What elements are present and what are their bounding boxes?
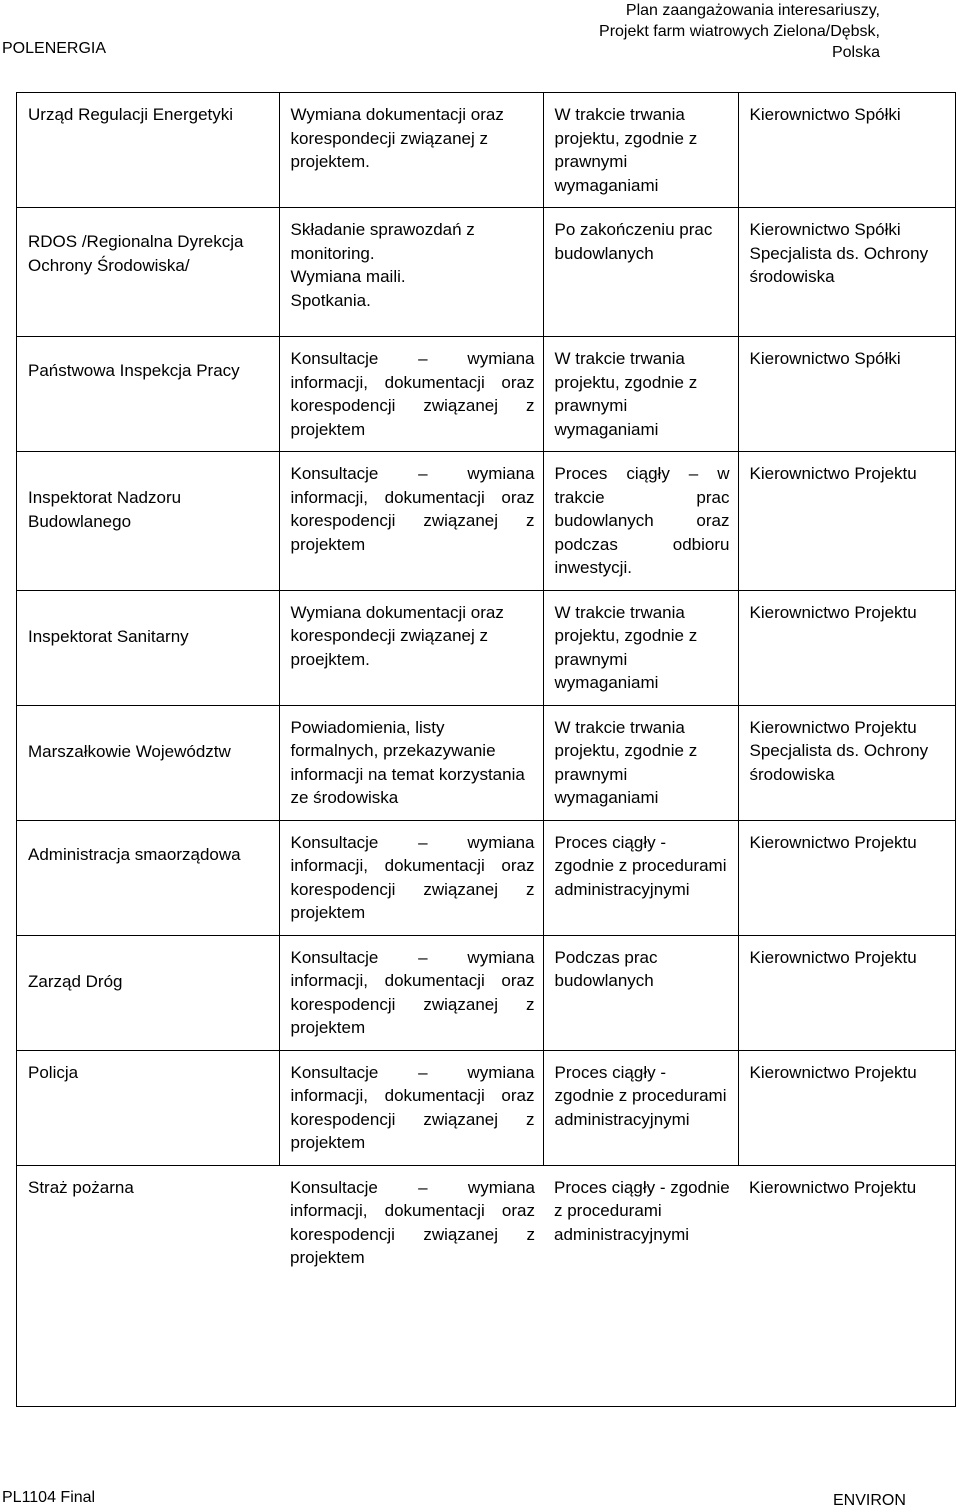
responsible-line: Kierownictwo Projektu xyxy=(749,717,917,737)
activity-cell: Konsultacje – wymiana informacji, dokumentacji oraz korespodencji związanej z projektem xyxy=(290,1177,535,1267)
timing-cell: Proces ciągły - zgodnie z procedurami administracyjnymi xyxy=(554,832,727,899)
activity-cell xyxy=(280,208,543,322)
document-title xyxy=(599,0,880,63)
table-row xyxy=(17,705,955,820)
document-id: PL1104 Final xyxy=(2,1489,96,1506)
activity-line: Składanie sprawozdań z monitoring. xyxy=(290,220,475,263)
table-row xyxy=(17,1165,955,1280)
table-row xyxy=(17,93,955,208)
responsible-cell: Kierownictwo Projektu xyxy=(749,947,917,967)
stakeholder-engagement-table xyxy=(16,92,956,1407)
table-row xyxy=(17,337,955,452)
timing-cell: W trakcie trwania projektu, zgodnie z prawnymi wymaganiami xyxy=(554,105,698,195)
timing-cell: W trakcie trwania projektu, zgodnie z prawnymi wymaganiami xyxy=(554,349,698,439)
responsible-cell: Kierownictwo Projektu xyxy=(749,1177,917,1197)
timing-cell: W trakcie trwania projektu, zgodnie z prawnymi wymaganiami xyxy=(554,602,698,692)
timing-cell: Proces ciągły – w trakcie prac budowlanych oraz podczas odbioru inwestycji. xyxy=(554,464,730,577)
timing-cell: W trakcie trwania projektu, zgodnie z prawnymi wymaganiami xyxy=(554,717,698,807)
activity-cell: Konsultacje – wymiana informacji, dokumentacji oraz korespodencji związanej z projektem xyxy=(290,947,535,1037)
activity-cell: Konsultacje – wymiana informacji, dokumentacji oraz korespodencji związanej z projektem xyxy=(290,464,535,554)
document-title-line-1: Plan zaangażowania interesariuszy, xyxy=(625,2,880,19)
responsible-cell: Kierownictwo Projektu xyxy=(749,602,917,622)
stakeholder-cell: Marszałkowie Województw xyxy=(28,741,231,761)
company-name: POLENERGIA xyxy=(2,40,107,57)
activity-line: Spotkania. xyxy=(290,290,371,310)
table-row xyxy=(17,452,955,591)
table-row xyxy=(17,935,955,1050)
table-row xyxy=(17,208,955,337)
responsible-cell: Kierownictwo Spółki xyxy=(749,105,901,124)
timing-cell: Po zakończeniu prac budowlanych xyxy=(554,220,713,263)
activity-cell: Konsultacje – wymiana informacji, dokumentacji oraz korespodencji związanej z projektem xyxy=(290,832,535,922)
responsible-line: Specjalista ds. Ochrony środowiska xyxy=(749,243,929,286)
activity-cell: Powiadomienia, listy formalnych, przekazywanie informacji na temat korzystania ze środowiska xyxy=(290,717,525,807)
responsible-cell: Kierownictwo Spółki xyxy=(749,349,901,368)
responsible-cell: Kierownictwo Projektu xyxy=(749,464,917,483)
activity-cell: Wymiana dokumentacji oraz korespondecji związanej z proejktem. xyxy=(290,602,504,669)
timing-cell: Proces ciągły - zgodnie z procedurami administracyjnymi xyxy=(554,1062,727,1129)
activity-line: Wymiana maili. xyxy=(290,267,406,286)
author-name: ENVIRON xyxy=(833,1492,906,1509)
table-row xyxy=(17,590,955,705)
activity-cell: Konsultacje – wymiana informacji, dokumentacji oraz korespodencji związanej z projektem xyxy=(290,1062,535,1152)
stakeholder-cell: Inspektorat Sanitarny xyxy=(28,626,189,646)
table-row xyxy=(17,820,955,935)
timing-cell: Podczas prac budowlanych xyxy=(554,947,658,990)
activity-cell: Wymiana dokumentacji oraz korespondecji związanej z projektem. xyxy=(290,105,504,171)
activity-cell: Konsultacje – wymiana informacji, dokumentacji oraz korespodencji związanej z projektem xyxy=(290,349,535,439)
responsible-cell xyxy=(739,208,956,299)
responsible-cell: Kierownictwo Projektu xyxy=(749,1062,917,1082)
stakeholder-cell: RDOS /Regionalna Dyrekcja Ochrony Środowiska/ xyxy=(28,232,244,275)
document-title-line-3: Polska xyxy=(831,44,880,61)
responsible-cell: Kierownictwo Projektu xyxy=(749,832,917,852)
stakeholder-cell: Straż pożarna xyxy=(28,1177,134,1197)
document-title-line-2: Projekt farm wiatrowych Zielona/Dębsk, xyxy=(599,23,880,40)
stakeholder-cell: Administracja smaorządowa xyxy=(28,844,241,864)
responsible-cell xyxy=(739,706,956,797)
stakeholder-cell: Urząd Regulacji Energetyki xyxy=(28,105,234,124)
responsible-line: Kierownictwo Spółki xyxy=(749,220,901,239)
stakeholder-cell: Państwowa Inspekcja Pracy xyxy=(28,361,240,380)
table-row xyxy=(17,1050,955,1165)
timing-cell: Proces ciągły - zgodnie z procedurami administracyjnymi xyxy=(554,1177,730,1244)
stakeholder-cell: Policja xyxy=(28,1062,79,1082)
stakeholder-cell: Zarząd Dróg xyxy=(28,971,123,991)
stakeholder-cell: Inspektorat Nadzoru Budowlanego xyxy=(28,488,182,531)
responsible-line: Specjalista ds. Ochrony środowiska xyxy=(749,741,929,784)
